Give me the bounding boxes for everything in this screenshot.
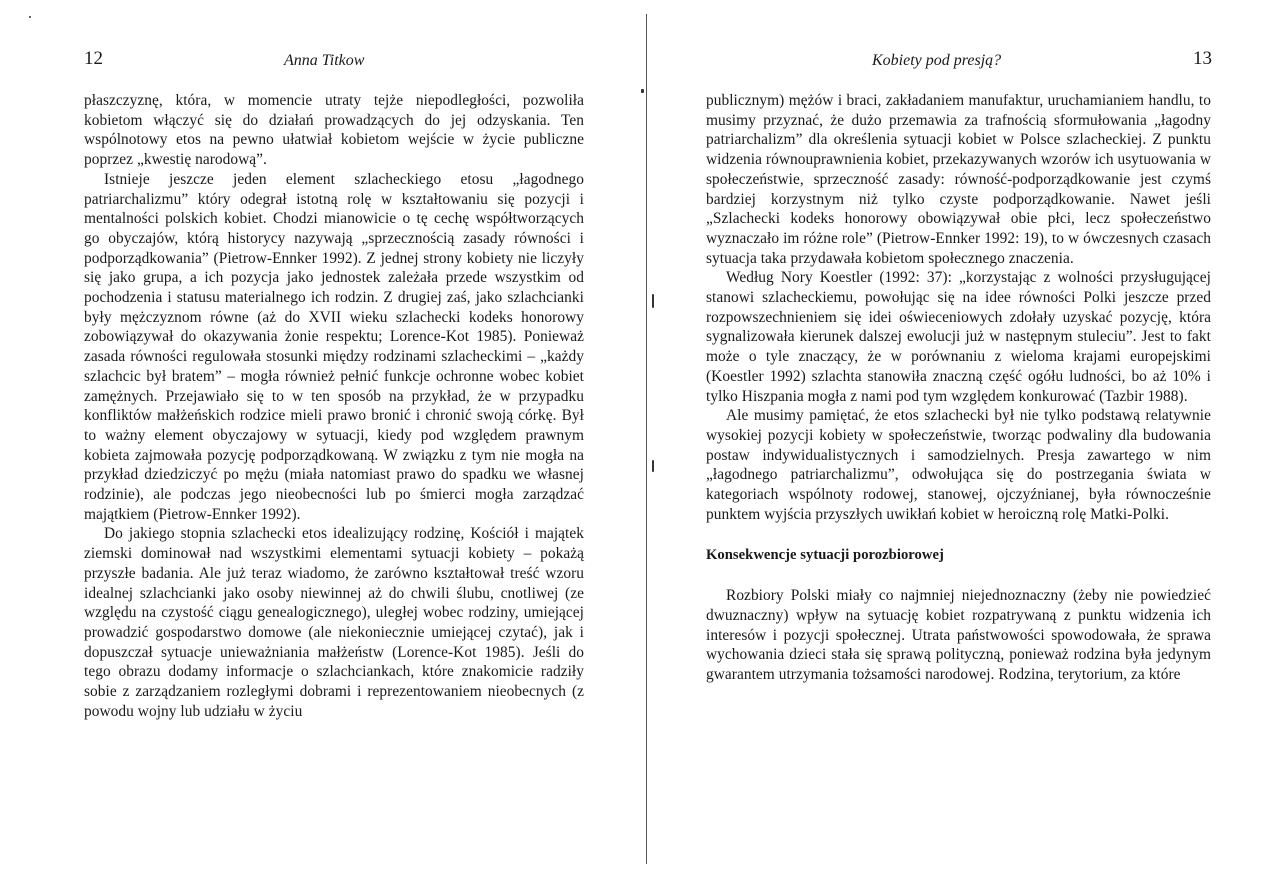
right-paragraph-2: Według Nory Koestler (1992: 37): „korzystając z wolności przysługującej stanowi szlacheckiemu, powołując się na idee równości Polki jeszcze przed rozpowszechnieniem się idei oświeceniowych zdołały uzyskać pozycję, która sygnalizowała kierunek dalszej ewolucji już w następnym stuleciu”. Jest to fakt może o tyle znaczący, że w porównaniu z wieloma krajami europejskimi (Koestler 1992) szlachta stanowiła znaczną część ogółu ludności, bo aż 10% i tylko Hiszpania mogła z nami pod tym względem konkurować (Tazbir 1988). [706,269,1211,405]
left-running-head: Anna Titkow [284,52,365,69]
left-paragraph-1: płaszczyznę, która, w momencie utraty tejże niepodległości, pozwoliła kobietom włączyć się do działań prowadzących do jej odzyskania. Ten wspólnotowy etos na pewno ułatwiał kobietom wejście w życie publiczne poprzez „kwestię narodową”. [84,92,584,169]
section-heading: Konsekwencje sytuacji porozbiorowej [706,547,944,564]
right-page-number: 13 [1193,48,1212,69]
right-body-text [706,91,1211,685]
scan-speck [29,16,31,18]
section-paragraph: Rozbiory Polski miały co najmniej niejednoznaczny (żeby nie powiedzieć dwuznaczny) wpływ na sytuację kobiet rozpatrywaną z punktu widzenia ich interesów i pozycji społecznej. Utrata państwowości spowodowała, że sprawa wychowania dzieci stała się sprawą polityczną, ponieważ rodzina była jedynym gwarantem utrzymania tożsamości narodowej. Rodzina, terytorium, za które [706,587,1211,683]
left-body-text [84,91,584,722]
left-paragraph-3: Do jakiego stopnia szlachecki etos idealizujący rodzinę, Kościół i majątek ziemski dominował nad wszystkimi elementami sytuacji kobiety – pokażą przyszłe badania. Ale już teraz wiadomo, że zarówno kształtował treść wzoru idealnej szlachcianki jako osoby niewinnej aż do chwili ślubu, cnotliwej (ze względu na czystość ciągu genealogicznego), uległej wobec rodziny, umiejącej prowadzić gospodarstwo domowe (ale niekoniecznie umiejącej czytać), jak i dopuszczał sytuacje unieważniania małżeństw (Lorence-Kot 1985). Jeśli do tego obrazu dodamy informacje o szlachciankach, które znakomicie radziły sobie z zarządzaniem rozległymi dobrami i reprezentowaniem nieobecnych (z powodu wojny lub udziału w życiu [84,525,584,720]
left-page-number: 12 [84,48,103,69]
gutter-line [646,14,647,864]
right-page [652,0,1262,894]
right-paragraph-1: publicznym) mężów i braci, zakładaniem manufaktur, uruchamianiem handlu, to musimy przyznać, że dużo przemawia za trafnością sformułowania „łagodny patriarchalizm” dla określenia sytuacji kobiet w Polsce szlacheckiej. Z punktu widzenia równouprawnienia kobiet, przekazywanych wzorów ich usytuowania w społeczeństwie, sprzeczność zasady: równość-podporządkowanie jest czymś bardziej korzystnym niż tylko czyste podporządkowanie. Nawet jeśli „Szlachecki kodeks honorowy obowiązywał obie płci, lecz społeczeństwo wyznaczało im różne role” (Pietrow-Ennker 1992: 19), to w ówczesnych czasach sytuacja taka przydawała kobietom społecznego znaczenia. [706,92,1211,267]
right-running-head: Kobiety pod presją? [872,52,1002,69]
right-paragraph-3: Ale musimy pamiętać, że etos szlachecki był nie tylko podstawą relatywnie wysokiej pozycji kobiety w społeczeństwie, tworząc podwaliny dla budowania postaw indywidualistycznych i samodzielnych. Presja zawartego w nim „łagodnego patriarchalizmu”, odwołująca się do postrzegania świata w kategoriach wspólnoty rodowej, stanowej, ojczyźnianej, była równocześnie punktem wyjścia przyszłych uwikłań kobiet w heroiczną rolę Matki-Polki. [706,407,1211,523]
scan-speck [641,89,644,93]
left-paragraph-2: Istnieje jeszcze jeden element szlacheckiego etosu „łagodnego patriarchalizmu” który odegrał istotną rolę w kształtowaniu się pozycji i mentalności polskich kobiet. Chodzi mianowicie o tę cechę współtworzących go obyczajów, którą historycy nazywają „sprzecznością zasady równości i podporządkowania” (Pietrow-Ennker 1992). Z jednej strony kobiety nie liczyły się jako grupa, a ich pozycja jako jednostek zależała przede wszystkim od pochodzenia i statusu materialnego ich rodzin. Z drugiej zaś, jako szlachcianki były mężczyznom równe (aż do XVII wieku szlachecki kodeks honorowy zobowiązywał do okazywania żonie respektu; Lorence-Kot 1985). Ponieważ zasada równości regulowała stosunki między rodzinami szlacheckimi – „każdy szlachcic był bratem” – mogła również pełnić funkcje ochronne wobec kobiet zamężnych. Przejawiało się to w ten sposób na przykład, że w przypadku konfliktów małżeńskich rodzice mieli prawo bronić i chronić swoją córkę. Był to ważny element obyczajowy w sytuacji, kiedy pod względem prawnym kobieta zajmowała pozycję podporządkowaną. W związku z tym nie mogła na przykład dziedziczyć po mężu (miała natomiast prawo do spadku we własnej rodzinie), ale podczas jego nieobecności lub po śmierci mogła zarządzać majątkiem (Pietrow-Ennker 1992). [84,170,584,523]
